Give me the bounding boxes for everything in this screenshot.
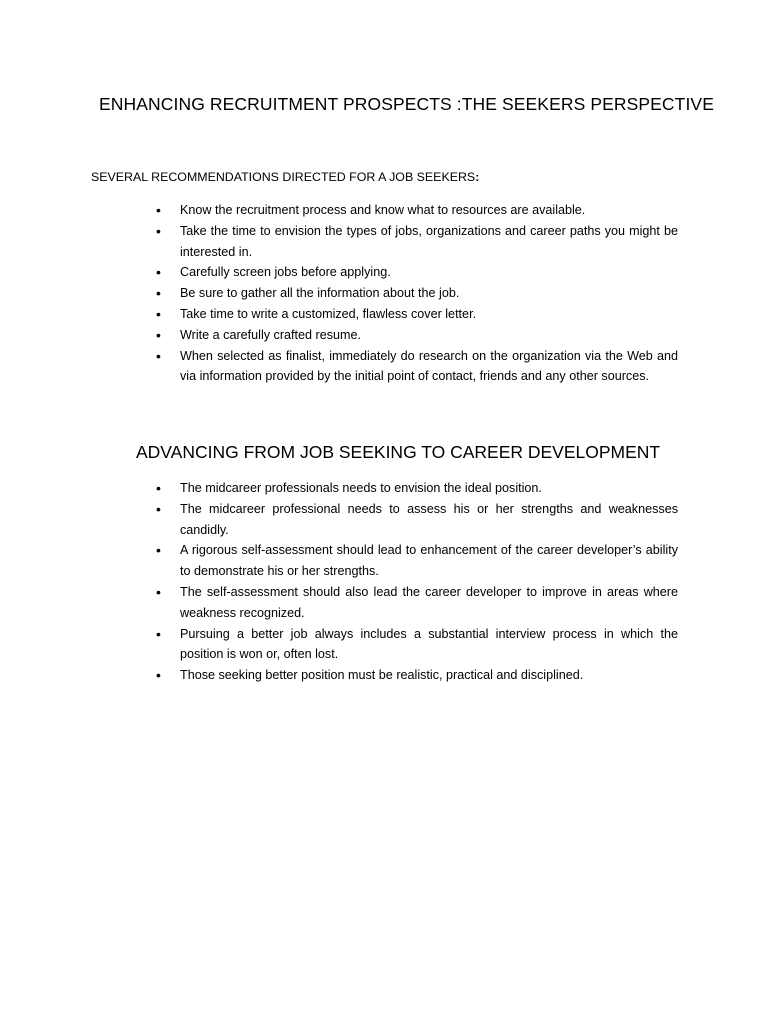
list-item-text: Take the time to envision the types of jobs, organizations and career paths you might be interested in. (180, 223, 678, 259)
bullet-icon: • (156, 305, 161, 322)
list-item (155, 624, 678, 666)
bullet-icon: • (156, 285, 161, 302)
recommendations-intro-text: SEVERAL RECOMMENDATIONS DIRECTED FOR A JOB SEEKERS (91, 170, 476, 184)
recommendations-intro (91, 170, 479, 184)
list-item (155, 221, 678, 263)
list-item-text: A rigorous self-assessment should lead to enhancement of the career developer’s ability to demonstrate his or her strengths. (180, 543, 678, 579)
list-item-text: Pursuing a better job always includes a substantial interview process in which the position is won or, often lost. (180, 626, 678, 662)
list-item (155, 582, 678, 624)
section-title: ADVANCING FROM JOB SEEKING TO CAREER DEVELOPMENT (136, 442, 661, 462)
list-item-text: Those seeking better position must be realistic, practical and disciplined. (180, 668, 584, 683)
list-item-text: Know the recruitment process and know what to resources are available. (180, 203, 586, 217)
list-item-text: The self-assessment should also lead the career developer to improve in areas where weakness recognized. (180, 584, 678, 620)
bullet-icon: • (156, 667, 161, 684)
list-item (155, 499, 678, 541)
list-item (155, 478, 678, 499)
list-item (155, 262, 678, 283)
list-item (155, 283, 678, 304)
bullet-icon: • (156, 500, 161, 517)
list-item-text: When selected as finalist, immediately do research on the organization via the Web and via information provided by the initial point of contact, friends and any other sources. (180, 348, 678, 384)
list-item-text: Be sure to gather all the information about the job. (180, 286, 460, 301)
recommendations-intro-colon: : (475, 170, 480, 184)
bullet-icon: • (156, 542, 161, 559)
bullet-icon: • (156, 347, 161, 364)
list-item (155, 665, 678, 686)
list-item-text: The midcareer professionals needs to envision the ideal position. (180, 481, 542, 495)
list-item (155, 346, 678, 388)
bullet-icon: • (156, 326, 161, 343)
list-item-text: Write a carefully crafted resume. (180, 327, 362, 342)
bullet-icon: • (156, 583, 161, 600)
career-development-list (155, 478, 678, 686)
page-title: ENHANCING RECRUITMENT PROSPECTS :THE SEEKERS PERSPECTIVE (99, 94, 714, 114)
list-item-text: Take time to write a customized, flawless cover letter. (180, 306, 477, 321)
bullet-icon: • (156, 264, 161, 281)
list-item (155, 325, 678, 346)
list-item (155, 200, 678, 221)
bullet-icon: • (156, 480, 161, 496)
bullet-icon: • (156, 625, 161, 642)
list-item (155, 540, 678, 582)
list-item (155, 304, 678, 325)
list-item-text: Carefully screen jobs before applying. (180, 265, 391, 280)
bullet-icon: • (156, 202, 161, 218)
recommendations-list (155, 200, 678, 387)
bullet-icon: • (156, 222, 161, 239)
list-item-text: The midcareer professional needs to assess his or her strengths and weaknesses candidly. (180, 501, 678, 537)
